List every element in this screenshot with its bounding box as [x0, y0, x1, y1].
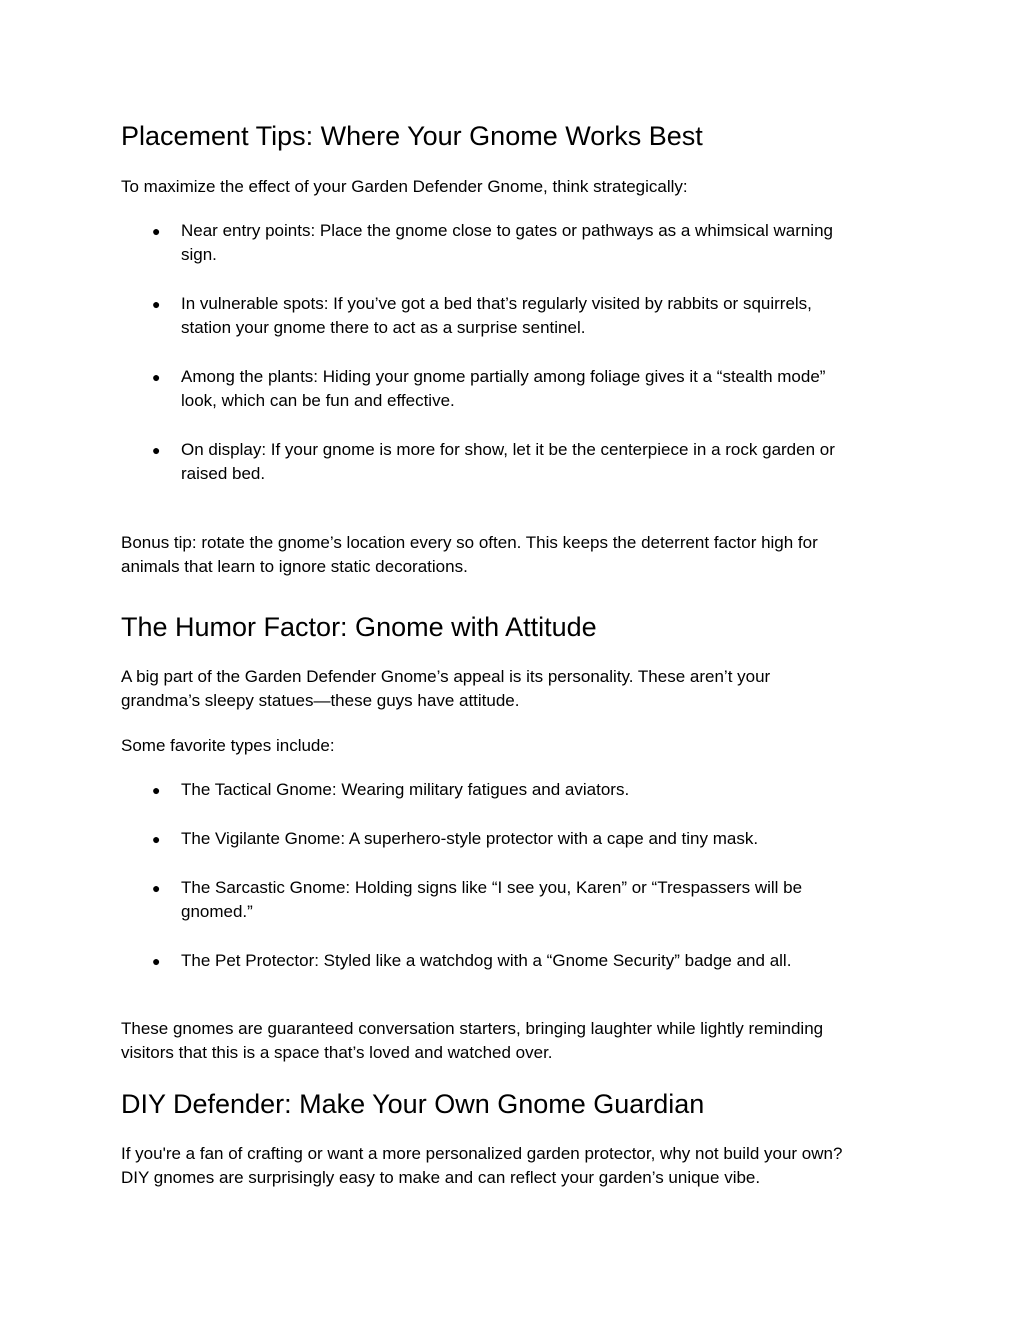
bullet-marker: ● — [152, 223, 161, 239]
paragraph-placement-intro: To maximize the effect of your Garden Defender Gnome, think strategically: — [121, 177, 688, 196]
bullet-marker: ● — [152, 442, 161, 458]
paragraph-conversation-starters: visitors that this is a space that’s loved and watched over. — [121, 1043, 553, 1062]
list-item-text: On display: If your gnome is more for show, let it be the centerpiece in a rock garden or — [181, 440, 835, 459]
list-item-text: Near entry points: Place the gnome close to gates or pathways as a whimsical warning — [181, 221, 833, 240]
list-item-text: The Pet Protector: Styled like a watchdog with a “Gnome Security” badge and all. — [181, 951, 792, 970]
bullet-marker: ● — [152, 953, 161, 969]
section-heading-diy-defender: DIY Defender: Make Your Own Gnome Guardian — [121, 1089, 705, 1119]
paragraph-diy-intro: DIY gnomes are surprisingly easy to make and can reflect your garden’s unique vibe. — [121, 1168, 761, 1187]
list-item-text: The Tactical Gnome: Wearing military fatigues and aviators. — [181, 780, 630, 799]
bullet-marker: ● — [152, 880, 161, 896]
paragraph-humor-intro: grandma’s sleepy statues—these guys have attitude. — [121, 691, 520, 710]
section-heading-humor-factor: The Humor Factor: Gnome with Attitude — [121, 612, 597, 642]
list-item-text: look, which can be fun and effective. — [181, 391, 455, 410]
list-item-text: sign. — [181, 245, 217, 264]
bullet-marker: ● — [152, 782, 161, 798]
list-item-text: Among the plants: Hiding your gnome partially among foliage gives it a “stealth mode” — [181, 367, 826, 386]
bullet-marker: ● — [152, 831, 161, 847]
paragraph-bonus-tip: animals that learn to ignore static decorations. — [121, 557, 468, 576]
list-item-text: gnomed.” — [181, 902, 253, 921]
paragraph-conversation-starters: These gnomes are guaranteed conversation starters, bringing laughter while lightly reminding — [121, 1019, 824, 1038]
bullet-marker: ● — [152, 296, 161, 312]
list-item-text: In vulnerable spots: If you’ve got a bed that’s regularly visited by rabbits or squirrels, — [181, 294, 812, 313]
paragraph-bonus-tip: Bonus tip: rotate the gnome’s location every so often. This keeps the deterrent factor high for — [121, 533, 818, 552]
paragraph-humor-intro: A big part of the Garden Defender Gnome’s appeal is its personality. These aren’t your — [121, 667, 771, 686]
list-item-text: station your gnome there to act as a surprise sentinel. — [181, 318, 586, 337]
paragraph-diy-intro: If you're a fan of crafting or want a more personalized garden protector, why not build your own? — [121, 1144, 843, 1163]
list-item-text: raised bed. — [181, 464, 266, 483]
list-item-text: The Vigilante Gnome: A superhero-style protector with a cape and tiny mask. — [181, 829, 759, 848]
list-item-text: The Sarcastic Gnome: Holding signs like “I see you, Karen” or “Trespassers will be — [181, 878, 803, 897]
bullet-marker: ● — [152, 369, 161, 385]
paragraph-favorite-types: Some favorite types include: — [121, 736, 335, 755]
section-heading-placement-tips: Placement Tips: Where Your Gnome Works Best — [121, 121, 703, 151]
